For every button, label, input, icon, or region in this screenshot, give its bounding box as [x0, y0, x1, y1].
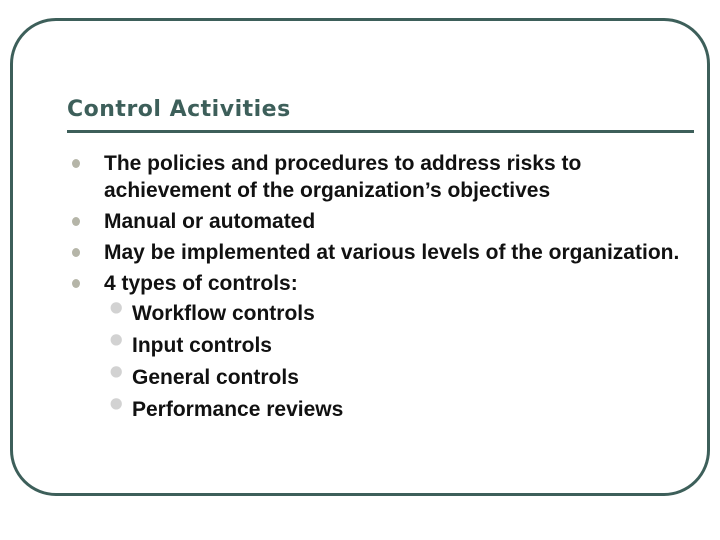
bullet-dot-icon	[72, 217, 80, 226]
sub-bullet-dot-icon: •	[106, 354, 127, 392]
sub-bullet-text: Workflow controls	[132, 302, 315, 325]
sub-bullet-dot-icon: •	[106, 386, 127, 424]
sub-bullet-text: General controls	[132, 366, 299, 389]
sub-bullet-item	[104, 290, 692, 328]
bullet-dot-icon	[72, 248, 80, 257]
sub-bullet-dot-icon: •	[106, 290, 127, 328]
sub-bullet-item	[104, 354, 692, 392]
bullet-text: 4 types of controls:	[104, 272, 298, 295]
title-divider	[67, 130, 694, 133]
bullet-dot-icon	[72, 279, 80, 288]
slide-title: Control Activities	[67, 97, 291, 122]
sub-bullet-item	[104, 322, 692, 360]
bullet-list	[72, 150, 692, 428]
bullet-text: The policies and procedures to address risks to achievement of the organization’s objectives	[104, 152, 582, 202]
sub-bullet-dot-icon: •	[106, 322, 127, 360]
sub-bullet-list	[104, 290, 692, 424]
bullet-text: May be implemented at various levels of the organization.	[104, 241, 680, 264]
bullet-item	[72, 239, 692, 266]
bullet-item	[72, 270, 692, 423]
bullet-item	[72, 208, 692, 235]
sub-bullet-item	[104, 386, 692, 424]
bullet-item	[72, 150, 692, 204]
sub-bullet-text: Input controls	[132, 334, 272, 357]
bullet-dot-icon	[72, 159, 80, 168]
bullet-text: Manual or automated	[104, 210, 316, 233]
sub-bullet-text: Performance reviews	[132, 398, 344, 421]
